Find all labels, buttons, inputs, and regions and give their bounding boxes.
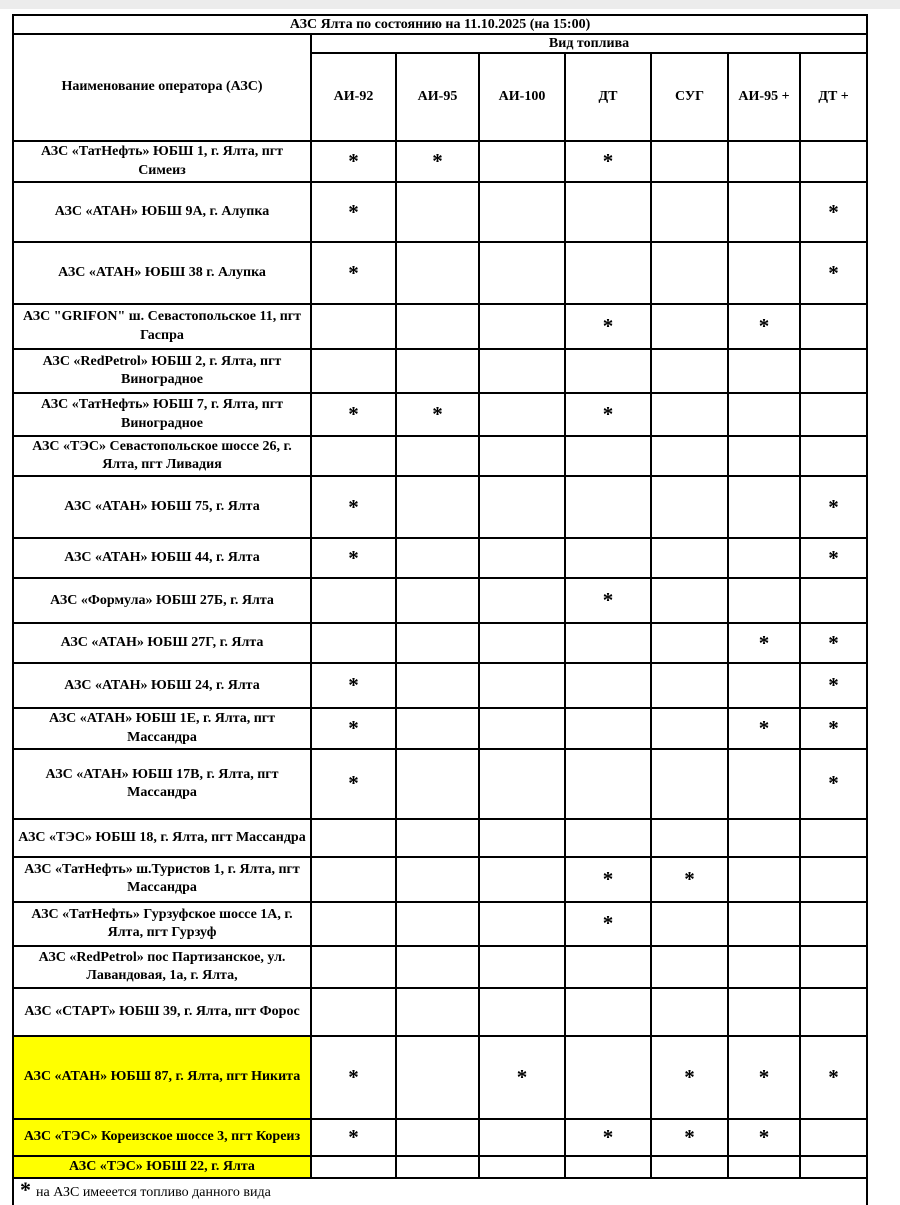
fuel-mark-cell: [651, 663, 728, 708]
fuel-mark-cell: *: [311, 1119, 396, 1156]
fuel-mark-cell: [396, 902, 479, 946]
table-row: [13, 436, 867, 476]
fuel-column-header: АИ-95 +: [728, 53, 800, 141]
footnote-row: [13, 1178, 867, 1205]
fuel-mark-cell: [396, 1156, 479, 1178]
fuel-mark-cell: *: [728, 1119, 800, 1156]
fuel-mark-cell: [800, 946, 867, 988]
station-name-cell: АЗС «ТатНефть» Гурзуфское шоссе 1А, г. Ялта, пгт Гурзуф: [13, 902, 311, 946]
fuel-mark-cell: [479, 349, 565, 393]
fuel-mark-cell: [728, 1156, 800, 1178]
fuel-mark-cell: [479, 538, 565, 578]
group-header-row: [13, 34, 867, 53]
fuel-mark-cell: *: [311, 1036, 396, 1119]
fuel-mark-cell: [800, 988, 867, 1036]
fuel-mark-cell: *: [728, 623, 800, 663]
fuel-mark-cell: [565, 749, 651, 819]
fuel-mark-cell: [728, 349, 800, 393]
fuel-mark-cell: [651, 902, 728, 946]
fuel-mark-cell: *: [800, 1036, 867, 1119]
fuel-mark-cell: [396, 819, 479, 857]
fuel-mark-cell: [565, 349, 651, 393]
station-name-cell: АЗС «ТатНефть» ЮБШ 1, г. Ялта, пгт Симеиз: [13, 141, 311, 182]
fuel-mark-cell: *: [565, 902, 651, 946]
fuel-mark-cell: *: [728, 708, 800, 748]
station-name-cell: АЗС «АТАН» ЮБШ 27Г, г. Ялта: [13, 623, 311, 663]
fuel-mark-cell: [800, 304, 867, 349]
fuel-mark-cell: [565, 946, 651, 988]
fuel-mark-cell: [728, 578, 800, 623]
fuel-mark-cell: *: [311, 708, 396, 748]
fuel-mark-cell: [800, 1156, 867, 1178]
table-row: [13, 304, 867, 349]
fuel-mark-cell: [396, 663, 479, 708]
table-row: [13, 538, 867, 578]
fuel-mark-cell: [311, 578, 396, 623]
fuel-mark-cell: [728, 749, 800, 819]
fuel-mark-cell: [651, 476, 728, 538]
fuel-mark-cell: [728, 988, 800, 1036]
fuel-mark-cell: [479, 623, 565, 663]
fuel-mark-cell: [479, 708, 565, 748]
station-name-cell: АЗС «АТАН» ЮБШ 44, г. Ялта: [13, 538, 311, 578]
station-name-cell: АЗС «АТАН» ЮБШ 1Е, г. Ялта, пгт Массандра: [13, 708, 311, 748]
fuel-mark-cell: *: [800, 476, 867, 538]
fuel-mark-cell: [800, 902, 867, 946]
fuel-mark-cell: [396, 182, 479, 242]
fuel-mark-cell: [565, 819, 651, 857]
fuel-mark-cell: [651, 708, 728, 748]
fuel-mark-cell: [311, 436, 396, 476]
station-name-cell: АЗС «Формула» ЮБШ 27Б, г. Ялта: [13, 578, 311, 623]
title-row: [13, 15, 867, 34]
fuel-mark-cell: [396, 857, 479, 902]
fuel-mark-cell: [728, 902, 800, 946]
fuel-mark-cell: [565, 663, 651, 708]
fuel-mark-cell: [728, 857, 800, 902]
fuel-mark-cell: [565, 436, 651, 476]
fuel-mark-cell: *: [311, 242, 396, 304]
fuel-mark-cell: [565, 623, 651, 663]
fuel-mark-cell: [479, 1156, 565, 1178]
fuel-column-header: АИ-95: [396, 53, 479, 141]
fuel-mark-cell: [728, 182, 800, 242]
fuel-mark-cell: [479, 578, 565, 623]
table-row: [13, 1036, 867, 1119]
fuel-mark-cell: [396, 538, 479, 578]
station-name-cell: АЗС «ТЭС» Севастопольское шоссе 26, г. Ялта, пгт Ливадия: [13, 436, 311, 476]
table-row: [13, 857, 867, 902]
fuel-mark-cell: [651, 349, 728, 393]
fuel-mark-cell: *: [565, 393, 651, 436]
fuel-mark-cell: [651, 1156, 728, 1178]
station-name-cell: АЗС «АТАН» ЮБШ 17В, г. Ялта, пгт Массандра: [13, 749, 311, 819]
fuel-mark-cell: [651, 436, 728, 476]
table-row: [13, 182, 867, 242]
fuel-mark-cell: [311, 349, 396, 393]
fuel-column-header: СУГ: [651, 53, 728, 141]
fuel-column-header: ДТ +: [800, 53, 867, 141]
table-row: [13, 1119, 867, 1156]
fuel-mark-cell: [728, 242, 800, 304]
fuel-mark-cell: *: [728, 1036, 800, 1119]
fuel-mark-cell: [311, 819, 396, 857]
fuel-mark-cell: *: [800, 182, 867, 242]
fuel-mark-cell: [479, 393, 565, 436]
fuel-mark-cell: [800, 141, 867, 182]
station-name-cell: АЗС «ТЭС» Кореизское шоссе 3, пгт Кореиз: [13, 1119, 311, 1156]
fuel-mark-cell: [651, 538, 728, 578]
fuel-mark-cell: [651, 578, 728, 623]
footnote-text: на АЗС имееется топливо данного вида: [36, 1185, 271, 1201]
fuel-mark-cell: [728, 663, 800, 708]
fuel-mark-cell: [311, 623, 396, 663]
fuel-mark-cell: *: [565, 578, 651, 623]
fuel-mark-cell: [565, 538, 651, 578]
table-row: [13, 819, 867, 857]
fuel-mark-cell: *: [651, 1036, 728, 1119]
fuel-mark-cell: [800, 436, 867, 476]
table-row: [13, 1156, 867, 1178]
fuel-column-header: АИ-92: [311, 53, 396, 141]
station-rows: [13, 141, 867, 1178]
fuel-mark-cell: [479, 663, 565, 708]
fuel-mark-cell: *: [565, 141, 651, 182]
fuel-mark-cell: [396, 1119, 479, 1156]
station-name-cell: АЗС «АТАН» ЮБШ 9А, г. Алупка: [13, 182, 311, 242]
fuel-mark-cell: [479, 857, 565, 902]
fuel-mark-cell: [311, 857, 396, 902]
fuel-mark-cell: [728, 436, 800, 476]
fuel-mark-cell: *: [311, 749, 396, 819]
fuel-mark-cell: [479, 242, 565, 304]
fuel-mark-cell: [565, 182, 651, 242]
fuel-mark-cell: *: [311, 538, 396, 578]
fuel-mark-cell: [396, 242, 479, 304]
fuel-mark-cell: *: [800, 663, 867, 708]
fuel-mark-cell: [565, 988, 651, 1036]
fuel-mark-cell: [396, 623, 479, 663]
fuel-mark-cell: *: [311, 393, 396, 436]
station-name-cell: АЗС «RedPetrol» ЮБШ 2, г. Ялта, пгт Виноградное: [13, 349, 311, 393]
fuel-mark-cell: [565, 476, 651, 538]
fuel-mark-cell: *: [800, 749, 867, 819]
table-row: [13, 141, 867, 182]
fuel-mark-cell: [479, 819, 565, 857]
table-row: [13, 988, 867, 1036]
fuel-mark-cell: [651, 393, 728, 436]
fuel-group-header: Вид топлива: [311, 34, 867, 53]
table-row: [13, 749, 867, 819]
fuel-mark-cell: [479, 946, 565, 988]
fuel-mark-cell: [728, 393, 800, 436]
fuel-mark-cell: *: [565, 304, 651, 349]
fuel-availability-table: [12, 14, 868, 1205]
fuel-column-header: ДТ: [565, 53, 651, 141]
station-name-cell: АЗС «АТАН» ЮБШ 75, г. Ялта: [13, 476, 311, 538]
fuel-mark-cell: [800, 578, 867, 623]
fuel-mark-cell: *: [479, 1036, 565, 1119]
fuel-mark-cell: [396, 578, 479, 623]
fuel-mark-cell: *: [311, 663, 396, 708]
fuel-mark-cell: [651, 242, 728, 304]
station-name-cell: АЗС «СТАРТ» ЮБШ 39, г. Ялта, пгт Форос: [13, 988, 311, 1036]
fuel-mark-cell: *: [565, 1119, 651, 1156]
footnote: * на АЗС имееется топливо данного вида: [13, 1178, 867, 1205]
table-row: [13, 393, 867, 436]
fuel-mark-cell: [800, 393, 867, 436]
fuel-mark-cell: [800, 819, 867, 857]
fuel-mark-cell: *: [565, 857, 651, 902]
station-name-cell: АЗС «АТАН» ЮБШ 38 г. Алупка: [13, 242, 311, 304]
station-name-cell: АЗС «ТЭС» ЮБШ 18, г. Ялта, пгт Массандра: [13, 819, 311, 857]
table-row: [13, 242, 867, 304]
fuel-mark-cell: *: [728, 304, 800, 349]
fuel-mark-cell: [311, 902, 396, 946]
table-row: [13, 476, 867, 538]
fuel-mark-cell: *: [311, 182, 396, 242]
fuel-mark-cell: [651, 819, 728, 857]
fuel-mark-cell: [728, 141, 800, 182]
fuel-mark-cell: [728, 946, 800, 988]
fuel-mark-cell: *: [396, 393, 479, 436]
table-row: [13, 946, 867, 988]
fuel-mark-cell: [396, 988, 479, 1036]
table-row: [13, 578, 867, 623]
fuel-mark-cell: *: [800, 623, 867, 663]
table-row: [13, 663, 867, 708]
fuel-mark-cell: [479, 1119, 565, 1156]
fuel-mark-cell: [479, 749, 565, 819]
fuel-mark-cell: [800, 857, 867, 902]
fuel-mark-cell: [651, 623, 728, 663]
fuel-mark-cell: [396, 304, 479, 349]
fuel-mark-cell: [479, 902, 565, 946]
fuel-mark-cell: *: [651, 857, 728, 902]
fuel-mark-cell: [479, 304, 565, 349]
station-name-cell: АЗС «ТатНефть» ЮБШ 7, г. Ялта, пгт Виноградное: [13, 393, 311, 436]
name-column-header: Наименование оператора (АЗС): [13, 34, 311, 141]
fuel-mark-cell: [728, 476, 800, 538]
fuel-mark-cell: [651, 182, 728, 242]
fuel-mark-cell: *: [800, 538, 867, 578]
table-row: [13, 349, 867, 393]
table-row: [13, 708, 867, 748]
fuel-mark-cell: [311, 946, 396, 988]
fuel-mark-cell: [396, 349, 479, 393]
fuel-mark-cell: [565, 708, 651, 748]
fuel-mark-cell: [396, 436, 479, 476]
fuel-mark-cell: [479, 182, 565, 242]
fuel-mark-cell: [565, 242, 651, 304]
table-row: [13, 902, 867, 946]
station-name-cell: АЗС «АТАН» ЮБШ 87, г. Ялта, пгт Никита: [13, 1036, 311, 1119]
page-top-strip: [0, 0, 900, 9]
fuel-mark-cell: [396, 1036, 479, 1119]
fuel-mark-cell: [311, 988, 396, 1036]
fuel-mark-cell: *: [311, 141, 396, 182]
fuel-column-header: АИ-100: [479, 53, 565, 141]
station-name-cell: АЗС «АТАН» ЮБШ 24, г. Ялта: [13, 663, 311, 708]
fuel-mark-cell: *: [311, 476, 396, 538]
table-row: [13, 623, 867, 663]
station-name-cell: АЗС «RedPetrol» пос Партизанское, ул. Лавандовая, 1а, г. Ялта,: [13, 946, 311, 988]
fuel-mark-cell: [396, 749, 479, 819]
station-name-cell: АЗС "GRIFON" ш. Севастопольское 11, пгт Гаспра: [13, 304, 311, 349]
fuel-mark-cell: [651, 304, 728, 349]
fuel-mark-cell: [311, 304, 396, 349]
station-name-cell: АЗС «ТатНефть» ш.Туристов 1, г. Ялта, пгт Массандра: [13, 857, 311, 902]
fuel-mark-cell: [651, 141, 728, 182]
fuel-mark-cell: *: [651, 1119, 728, 1156]
fuel-mark-cell: [396, 946, 479, 988]
fuel-mark-cell: [651, 749, 728, 819]
fuel-mark-cell: [396, 708, 479, 748]
fuel-mark-cell: [728, 819, 800, 857]
table-title: АЗС Ялта по состоянию на 11.10.2025 (на 15:00): [13, 15, 867, 34]
fuel-mark-cell: [800, 1119, 867, 1156]
station-name-cell: АЗС «ТЭС» ЮБШ 22, г. Ялта: [13, 1156, 311, 1178]
fuel-mark-cell: *: [396, 141, 479, 182]
fuel-mark-cell: [396, 476, 479, 538]
fuel-mark-cell: *: [800, 708, 867, 748]
fuel-mark-cell: [565, 1156, 651, 1178]
fuel-mark-cell: *: [800, 242, 867, 304]
fuel-mark-cell: [800, 349, 867, 393]
fuel-mark-cell: [565, 1036, 651, 1119]
fuel-mark-cell: [651, 988, 728, 1036]
fuel-mark-cell: [651, 946, 728, 988]
fuel-mark-cell: [479, 436, 565, 476]
fuel-mark-cell: [479, 476, 565, 538]
fuel-mark-cell: [479, 141, 565, 182]
fuel-mark-cell: [479, 988, 565, 1036]
fuel-mark-cell: [311, 1156, 396, 1178]
fuel-mark-cell: [728, 538, 800, 578]
